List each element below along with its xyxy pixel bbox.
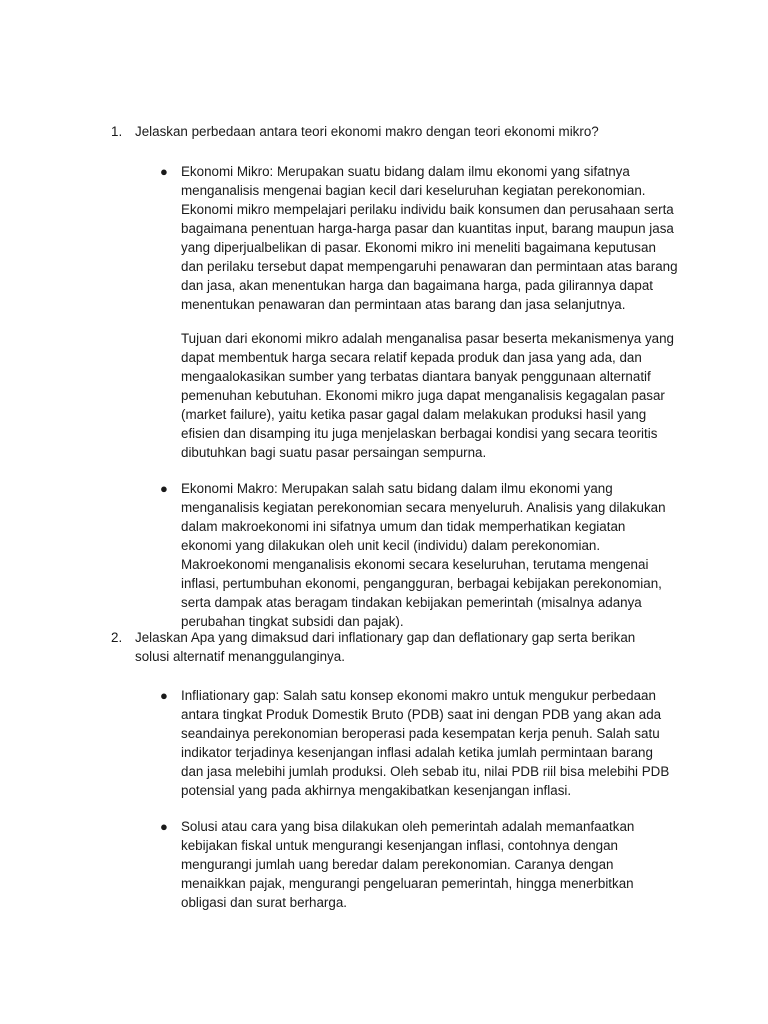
- bullet-text: Solusi atau cara yang bisa dilakukan oleh pemerintah adalah memanfaatkan kebijakan fiskal untuk mengurangi kesenjangan inflasi, contohnya dengan mengurangi jumlah uang beredar dalam perekonomian. Caranya dengan menaikkan pajak, mengurangi pengeluaran pemerintah, hingga menerbitkan obligasi dan surat berharga.: [181, 819, 635, 910]
- bullet-icon: ●: [160, 688, 168, 703]
- list-item-ekonomi-makro: [160, 479, 678, 631]
- question-text: Jelaskan Apa yang dimaksud dari inflationary gap dan deflationary gap serta berikan solusi alternatif menanggulanginya.: [135, 630, 636, 664]
- bullet-text: Infliationary gap: Salah satu konsep ekonomi makro untuk mengukur perbedaan antara tingkat Produk Domestik Bruto (PDB) saat ini dengan PDB yang akan ada seandainya perekonomian beroperasi pada kesempatan kerja penuh. Salah satu indikator terjadinya kesenjangan inflasi adalah ketika jumlah permintaan barang dan jasa melebihi jumlah produksi. Oleh sebab itu, nilai PDB riil bisa melebihi PDB potensial yang pada akhirnya mengakibatkan kesenjangan inflasi.: [181, 688, 670, 798]
- list-item-solusi: [160, 817, 678, 912]
- bullet-icon: ●: [160, 164, 168, 179]
- question-number: 2.: [111, 630, 123, 645]
- bullet-text: Ekonomi Makro: Merupakan salah satu bidang dalam ilmu ekonomi yang menganalisis kegiatan perekonomian secara menyeluruh. Analisis yang dilakukan dalam makroekonomi ini sifatnya umum dan tidak memperhatikan kegiatan ekonomi yang dilakukan oleh unit kecil (individu) dalam perekonomian. Makroekonomi menganalisis ekonomi secara keseluruhan, terutama mengenai inflasi, pertumbuhan ekonomi, pengangguran, berbagai kebijakan perekonomian, serta dampak atas beragam tindakan kebijakan pemerintah (misalnya adanya perubahan tingkat subsidi dan pajak).: [181, 481, 666, 629]
- paragraph-tujuan-mikro: Tujuan dari ekonomi mikro adalah menganalisa pasar beserta mekanismenya yang dapat membentuk harga secara relatif kepada produk dan jasa yang ada, dan mengaalokasikan sumber yang terbatas diantara banyak penggunaan alternatif pemenuhan kebutuhan. Ekonomi mikro juga dapat menganalisis kegagalan pasar (market failure), yaitu ketika pasar gagal dalam melakukan produksi hasil yang efisien dan disamping itu juga menjelaskan berbagai kondisi yang secara teoritis dibutuhkan bagi suatu pasar persaingan sempurna.: [181, 331, 674, 460]
- bullet-icon: ●: [160, 481, 168, 496]
- bullet-icon: ●: [160, 819, 168, 834]
- question-1: [111, 122, 671, 141]
- list-item-inflationary-gap: [160, 686, 678, 800]
- question-text: Jelaskan perbedaan antara teori ekonomi makro dengan teori ekonomi mikro?: [135, 124, 599, 139]
- question-2: [111, 628, 671, 666]
- list-item-ekonomi-mikro: [160, 162, 678, 314]
- bullet-text: Ekonomi Mikro: Merupakan suatu bidang dalam ilmu ekonomi yang sifatnya menganalisis mengenai bagian kecil dari keseluruhan kegiatan perekonomian. Ekonomi mikro mempelajari perilaku individu baik konsumen dan perusahaan serta bagaimana penentuan harga-harga pasar dan kuantitas input, barang maupun jasa yang diperjualbelikan di pasar. Ekonomi mikro ini meneliti bagaimana keputusan dan perilaku tersebut dapat mempengaruhi penawaran dan permintaan atas barang dan jasa, akan menentukan harga dan bagaimana harga, pada gilirannya dapat menentukan penawaran dan permintaan atas barang dan jasa selanjutnya.: [181, 164, 678, 312]
- question-number: 1.: [111, 124, 123, 139]
